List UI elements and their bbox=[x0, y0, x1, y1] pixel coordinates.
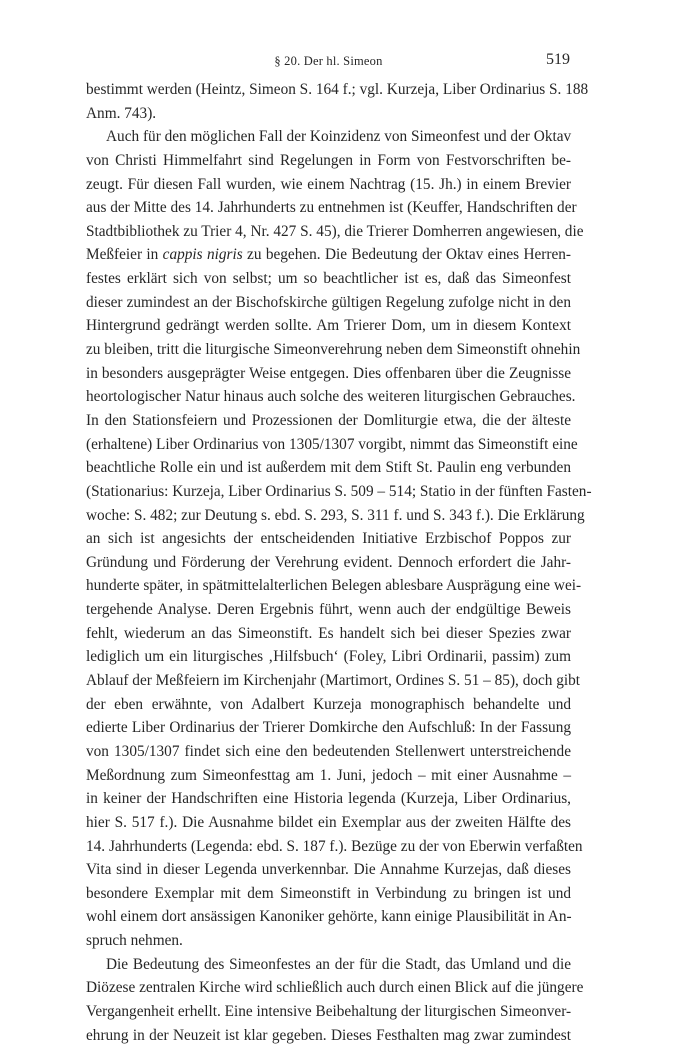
text-line: Gründung und Förderung der Verehrung evident. Dennoch erfordert die Jahr- bbox=[86, 553, 571, 571]
text-line: Stadtbibliothek zu Trier 4, Nr. 427 S. 45), die Trierer Domherren angewiesen, die bbox=[86, 222, 584, 240]
text-line: bestimmt werden (Heintz, Simeon S. 164 f.; vgl. Kurzeja, Liber Ordinarius S. 188 bbox=[86, 81, 589, 98]
text-line: hier S. 517 f.). Die Ausnahme bildet ein Exemplar aus der zweiten Hälfte des bbox=[86, 813, 571, 831]
text-line: fehlt, wiederum an das Simeonstift. Es handelt sich bei dieser Spezies zwar bbox=[86, 624, 571, 642]
text-line: von 1305/1307 findet sich eine den bedeutenden Stellenwert unterstreichende bbox=[86, 742, 571, 760]
text-line: wohl einem dort ansässigen Kanoniker gehörte, kann einige Plausibilität in An- bbox=[86, 908, 572, 926]
text-line: spruch nehmen. bbox=[86, 932, 183, 950]
body-text bbox=[86, 78, 592, 1047]
text-line: (Stationarius: Kurzeja, Liber Ordinarius S. 509 – 514; Statio in der fünften Fasten- bbox=[86, 482, 592, 500]
text-line: lediglich um ein liturgisches ‚Hilfsbuch‘ (Foley, Libri Ordinarii, passim) zum bbox=[86, 648, 571, 666]
text-line: von Christi Himmelfahrt sind Regelungen in Form von Festvorschriften be- bbox=[86, 151, 571, 169]
text-line: in keiner der Handschriften eine Historia legenda (Kurzeja, Liber Ordinarius, bbox=[86, 790, 571, 808]
text-line: Die Bedeutung des Simeonfestes an der für die Stadt, das Umland und die bbox=[106, 955, 571, 973]
text-line: 14. Jahrhunderts (Legenda: ebd. S. 187 f.). Bezüge zu der von Eberwin verfaßten bbox=[86, 837, 583, 855]
text-line: In den Stationsfeiern und Prozessionen der Domliturgie etwa, die der älteste bbox=[86, 411, 571, 429]
text-line: (erhaltene) Liber Ordinarius von 1305/1307 vorgibt, nimmt das Simeonstift eine bbox=[86, 435, 578, 453]
text-line: ehrung in der Neuzeit ist klar gegeben. Dieses Festhalten mag zwar zumindest bbox=[86, 1026, 571, 1044]
text-line: tergehende Analyse. Deren Ergebnis führt, wenn auch der endgültige Beweis bbox=[86, 601, 571, 619]
text-segment: Meßfeier in bbox=[86, 246, 159, 264]
running-head bbox=[86, 51, 571, 73]
text-line: an sich ist angesichts der entscheidenden Initiative Erzbischof Poppos zur bbox=[86, 530, 571, 548]
text-line: woche: S. 482; zur Deutung s. ebd. S. 293, S. 311 f. und S. 343 f.). Die Erklärung bbox=[86, 506, 585, 524]
text-segment: zu begehen. Die Bedeutung der Oktav eines Herren- bbox=[247, 246, 571, 264]
text-line: Anm. 743). bbox=[86, 104, 157, 122]
text-line: dieser zumindest an der Bischofskirche gültigen Regelung zufolge nicht in den bbox=[86, 293, 571, 311]
text-line: der eben erwähnte, von Adalbert Kurzeja monographisch behandelte und bbox=[86, 695, 571, 713]
italic-phrase: cappis nigris bbox=[162, 246, 243, 264]
text-line: zu bleiben, tritt die liturgische Simeonverehrung neben dem Simeonstift ohnehin bbox=[86, 341, 581, 359]
text-line: Vita sind in dieser Legenda unverkennbar. Die Annahme Kurzejas, daß dieses bbox=[86, 861, 571, 879]
text-line: heortologischer Natur hinaus auch solche des weiteren liturgischen Gebrauches. bbox=[86, 388, 576, 406]
text-line: besondere Exemplar mit dem Simeonstift in Verbindung zu bringen ist und bbox=[86, 884, 571, 902]
text-line: Hintergrund gedrängt werden sollte. Am Trierer Dom, um in diesem Kontext bbox=[86, 317, 571, 335]
page-number: 519 bbox=[546, 51, 570, 68]
text-line: edierte Liber Ordinarius der Trierer Domkirche den Aufschluß: In der Fassung bbox=[86, 719, 571, 737]
text-line bbox=[86, 243, 571, 267]
text-line: Vergangenheit erhellt. Eine intensive Beibehaltung der liturgischen Simeonver- bbox=[86, 1002, 572, 1020]
text-line: Meßordnung zum Simeonfesttag am 1. Juni, jedoch – mit einer Ausnahme – bbox=[86, 766, 571, 784]
text-line: festes erklärt sich von selbst; um so beachtlicher ist es, daß das Simeonfest bbox=[86, 270, 571, 288]
text-line: Auch für den möglichen Fall der Koinzidenz von Simeonfest und der Oktav bbox=[106, 128, 572, 146]
text-line: hunderte später, in spätmittelalterlichen Belegen ablesbare Ausprägung eine wei- bbox=[86, 577, 582, 595]
text-line: Ablauf der Meßfeiern im Kirchenjahr (Martimort, Ordines S. 51 – 85), doch gibt bbox=[86, 672, 581, 690]
text-line: aus der Mitte des 14. Jahrhunderts zu entnehmen ist (Keuffer, Handschriften der bbox=[86, 199, 577, 217]
text-line: zeugt. Für diesen Fall wurden, wie einem Nachtrag (15. Jh.) in einem Brevier bbox=[86, 175, 571, 193]
text-line: in besonders ausgeprägter Weise entgegen. Dies offenbaren über die Zeugnisse bbox=[86, 364, 571, 382]
text-line: beachtliche Rolle ein und ist außerdem mit dem Stift St. Paulin eng verbunden bbox=[86, 459, 571, 477]
running-head-title: § 20. Der hl. Simeon bbox=[274, 54, 383, 68]
text-line: Diözese zentralen Kirche wird schließlich auch durch einen Blick auf die jüngere bbox=[86, 979, 584, 997]
